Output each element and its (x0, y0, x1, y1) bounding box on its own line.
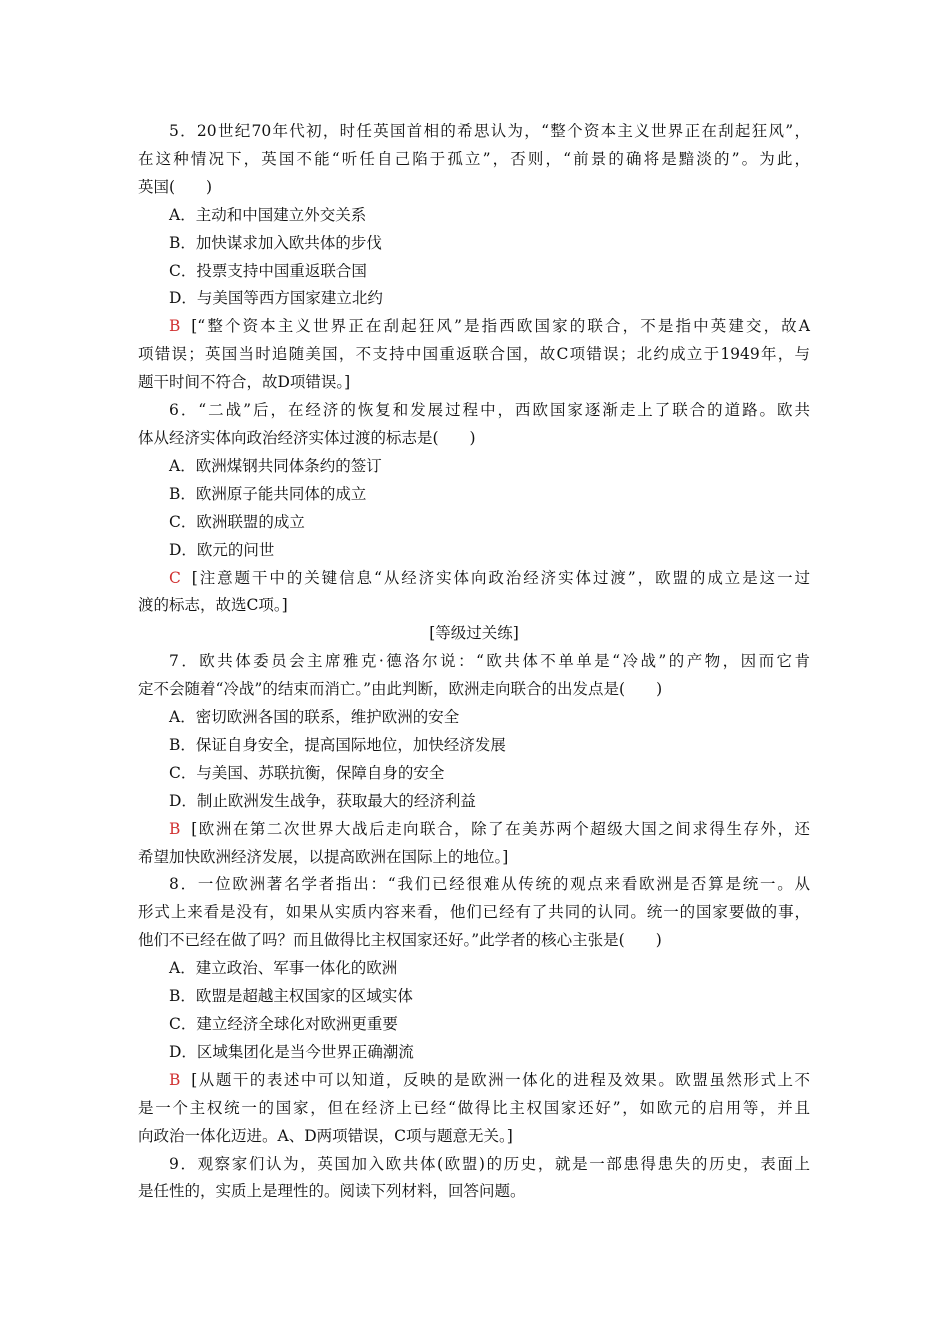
answer-key: B (169, 317, 181, 336)
question-stem-line: 6．“二战”后，在经济的恢复和发展过程中，西欧国家逐渐走上了联合的道路。欧共 (169, 401, 810, 420)
option-a: A．密切欧洲各国的联系，维护欧洲的安全 (169, 708, 460, 727)
answer-explanation-line: B [欧洲在第二次世界大战后走向联合，除了在美苏两个超级大国之间求得生存外，还 (169, 819, 810, 838)
option-a: A．欧洲煤钢共同体条约的签订 (169, 456, 382, 475)
answer-explanation-line: 项错误；英国当时追随美国，不支持中国重返联合国，故C项错误；北约成立于1949年，与 (138, 345, 810, 364)
option-b: B．加快谋求加入欧共体的步伐 (169, 233, 382, 252)
question-stem-line: 9．观察家们认为，英国加入欧共体(欧盟)的历史，就是一部患得患失的历史，表面上 (169, 1154, 810, 1173)
option-b: B．欧洲原子能共同体的成立 (169, 484, 367, 503)
answer-explanation-line: 向政治一体化迈进。A、D两项错误，C项与题意无关。] (138, 1126, 513, 1145)
question-stem-line: 在这种情况下，英国不能“听任自己陷于孤立”，否则，“前景的确将是黯淡的”。为此， (138, 149, 810, 168)
option-c: C．欧洲联盟的成立 (169, 512, 305, 531)
question-stem-line: 8．一位欧洲著名学者指出：“我们已经很难从传统的观点来看欧洲是否算是统一。从 (169, 875, 810, 894)
question-stem-line: 英国( ) (138, 177, 213, 196)
question-stem-line: 他们不已经在做了吗？而且做得比主权国家还好。”此学者的核心主张是( ) (138, 931, 662, 950)
question-stem-line: 5．20世纪70年代初，时任英国首相的希思认为，“整个资本主义世界正在刮起狂风”， (169, 122, 810, 140)
option-c: C．投票支持中国重返联合国 (169, 261, 367, 280)
answer-explanation-line: 希望加快欧洲经济发展，以提高欧洲在国际上的地位。] (138, 847, 509, 866)
answer-key: B (169, 819, 181, 838)
option-c: C．建立经济全球化对欧洲更重要 (169, 1015, 398, 1033)
question-stem-line: 7．欧共体委员会主席雅克·德洛尔说：“欧共体不单单是“冷战”的产物，因而它肯 (169, 652, 810, 671)
option-a: A．建立政治、军事一体化的欧洲 (169, 959, 398, 978)
answer-explanation-line: C [注意题干中的关键信息“从经济实体向政治经济实体过渡”，欧盟的成立是这一过 (169, 568, 810, 587)
option-d: D．欧元的问世 (169, 540, 275, 559)
answer-explanation-line: B [“整个资本主义世界正在刮起狂风”是指西欧国家的联合，不是指中英建交，故A (169, 317, 810, 336)
answer-explanation-line: 题干时间不符合，故D项错误。] (138, 373, 351, 392)
section-title: [等级过关练] (429, 624, 519, 643)
question-stem-line: 定不会随着“冷战”的结束而消亡。”由此判断，欧洲走向联合的出发点是( ) (138, 680, 663, 699)
question-8 (138, 871, 810, 1150)
option-d: D．区域集团化是当今世界正确潮流 (169, 1042, 414, 1061)
answer-key: C (169, 568, 181, 587)
answer-explanation-line: 渡的标志，故选C项。] (138, 596, 288, 615)
question-6 (138, 397, 810, 620)
question-9 (138, 1151, 810, 1207)
question-stem-line: 是任性的，实质上是理性的。阅读下列材料，回答问题。 (138, 1182, 526, 1201)
question-5 (138, 118, 810, 397)
answer-key: B (169, 1070, 181, 1089)
option-a: A．主动和中国建立外交关系 (169, 205, 367, 224)
question-7 (138, 648, 810, 871)
question-stem-line: 形式上来看是没有，如果从实质内容来看，他们已经有了共同的认同。统一的国家要做的事， (138, 903, 810, 922)
document-page (138, 118, 810, 1206)
option-c: C．与美国、苏联抗衡，保障自身的安全 (169, 763, 445, 782)
option-b: B．保证自身安全，提高国际地位，加快经济发展 (169, 735, 506, 754)
question-stem-line: 体从经济实体向政治经济实体过渡的标志是( ) (138, 428, 476, 447)
option-b: B．欧盟是超越主权国家的区域实体 (169, 987, 413, 1006)
option-d: D．制止欧洲发生战争，获取最大的经济利益 (169, 791, 476, 810)
answer-explanation-line: B [从题干的表述中可以知道，反映的是欧洲一体化的进程及效果。欧盟虽然形式上不 (169, 1070, 810, 1089)
option-d: D．与美国等西方国家建立北约 (169, 289, 383, 308)
answer-explanation-line: 是一个主权统一的国家，但在经济上已经“做得比主权国家还好”，如欧元的启用等，并且 (138, 1098, 810, 1117)
